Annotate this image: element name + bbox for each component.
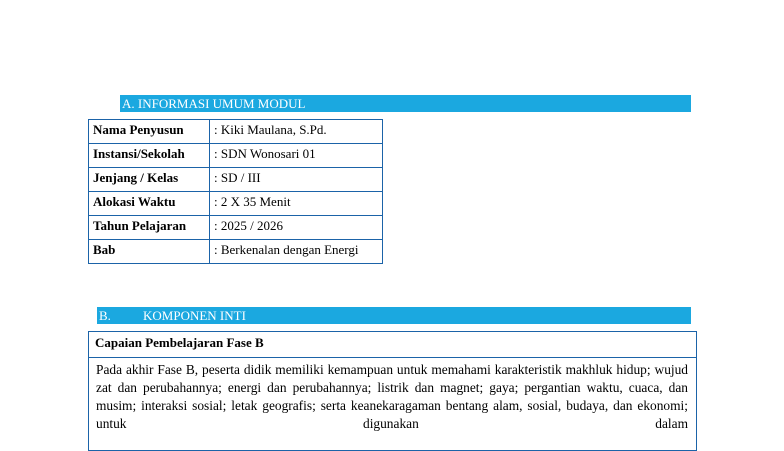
info-label: Instansi/Sekolah [89,144,210,168]
info-value: : Kiki Maulana, S.Pd. [210,120,383,144]
section-a-title: A. INFORMASI UMUM MODUL [122,96,306,111]
table-row [89,168,383,192]
info-value: : 2025 / 2026 [210,216,383,240]
info-value: : SD / III [210,168,383,192]
info-label: Alokasi Waktu [89,192,210,216]
info-label: Bab [89,240,210,264]
info-label: Jenjang / Kelas [89,168,210,192]
table-row [89,192,383,216]
table-row [89,240,383,264]
info-value: : Berkenalan dengan Energi [210,240,383,264]
table-row [89,216,383,240]
capaian-heading: Capaian Pembelajaran Fase B [89,332,696,358]
info-label: Nama Penyusun [89,120,210,144]
table-row [89,120,383,144]
section-b-title: KOMPONEN INTI [143,308,246,323]
table-row [89,144,383,168]
section-b-header [97,307,691,324]
info-table [88,119,383,264]
info-value: : SDN Wonosari 01 [210,144,383,168]
capaian-box [88,331,697,451]
info-label: Tahun Pelajaran [89,216,210,240]
section-a-header [120,95,691,112]
capaian-text: Pada akhir Fase B, peserta didik memiliki kemampuan untuk memahami karakteristik makhluk hidup; wujud zat dan perubahannya; energi dan perubahannya; listrik dan magnet; gaya; pergantian waktu, cuaca, dan musim; interaksi sosial; letak geografis; serta keanekaragaman bentang alam, sosial, budaya, dan ekonomi; untuk digunakan dalam [96,362,688,431]
info-value: : 2 X 35 Menit [210,192,383,216]
capaian-body [89,358,696,433]
section-b-number: B. [99,308,111,323]
